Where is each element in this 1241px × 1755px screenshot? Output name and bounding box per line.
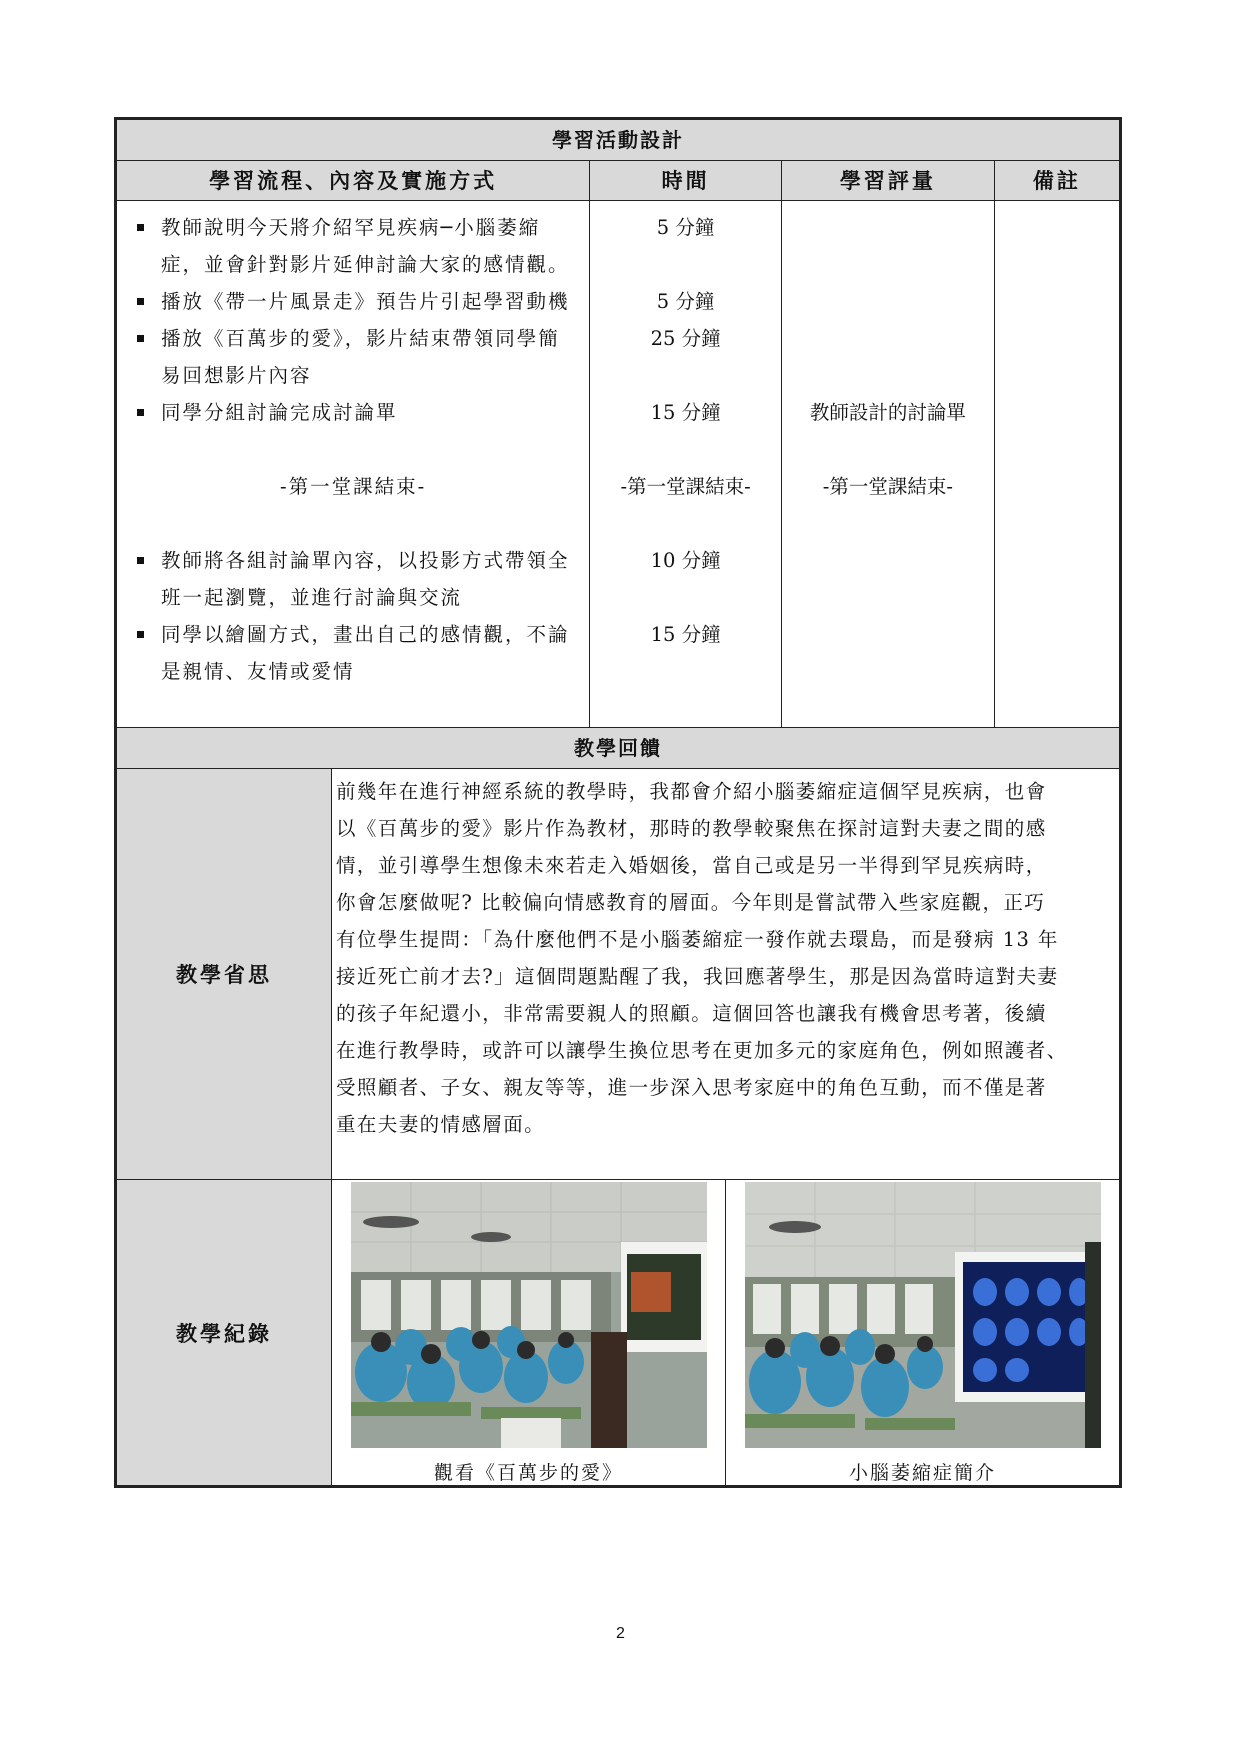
reflection-line: 你會怎麼做呢? 比較偏向情感教育的層面。今年則是嘗試帶入些家庭觀，正巧 [336,891,1046,914]
time-value [590,431,781,468]
classroom-photo-movie [351,1182,707,1448]
activity-title: 學習活動設計 [117,120,1119,161]
flow-line [117,505,589,542]
notes-column [995,201,1119,727]
flow-item: 播放《百萬步的愛》，影片結束帶領同學簡 [117,320,589,357]
reflection-line: 重在夫妻的情感層面。 [336,1113,546,1136]
time-value [590,505,781,542]
assessment-value [782,542,994,579]
assessment-value [782,357,994,394]
reflection-label: 教學省思 [117,769,332,1179]
reflection-line: 受照顧者、子女、親友等等，進一步深入思考家庭中的角色互動，而不僅是著 [336,1076,1047,1099]
records-label: 教學紀錄 [117,1180,332,1485]
flow-line: 是親情、友情或愛情 [161,660,355,683]
flow-line: -第一堂課結束- [279,475,427,498]
feedback-title: 教學回饋 [117,728,1119,769]
flow-item: 播放《帶一片風景走》預告片引起學習動機 [117,283,589,320]
header-time: 時間 [590,161,782,201]
assessment-value: 教師設計的討論單 [809,401,966,424]
assessment-column [782,201,995,727]
time-value: 25 分鐘 [650,327,721,350]
photo-cell-1 [332,1180,726,1485]
reflection-line: 接近死亡前才去?」這個問題點醒了我，我回應著學生，那是因為當時這對夫妻 [336,965,1059,988]
flow-line: 班一起瀏覽，並進行討論與交流 [161,586,463,609]
lesson-plan-table [114,117,1122,1488]
time-value: 10 分鐘 [650,549,721,572]
time-value [590,246,781,283]
time-value: 15 分鐘 [650,401,721,424]
photo-caption-1: 觀看《百萬步的愛》 [433,1462,623,1484]
header-flow: 學習流程、內容及實施方式 [117,161,590,201]
activity-body [117,201,1119,728]
photo-caption-2: 小腦萎縮症簡介 [848,1462,996,1484]
assessment-value [782,616,994,653]
flow-item: 教師說明今天將介紹罕見疾病─小腦萎縮 [117,209,589,246]
photo-grid [332,1180,1119,1485]
flow-line: 易回想影片內容 [161,364,312,387]
time-value: -第一堂課結束- [620,475,751,498]
assessment-value: -第一堂課結束- [822,475,953,498]
time-value: 5 分鐘 [656,216,715,239]
reflection-line: 的孩子年紀還小，非常需要親人的照顧。這個回答也讓我有機會思考著，後續 [336,1002,1047,1025]
reflection-line: 有位學生提問：「為什麼他們不是小腦萎縮症一發作就去環島，而是發病 13 年 [336,928,1059,951]
reflection-line: 情，並引導學生想像未來若走入婚姻後，當自己或是另一半得到罕見疾病時， [336,854,1047,877]
flow-line [117,431,589,468]
page-number: 2 [616,1625,625,1642]
reflection-row [117,769,1119,1180]
reflection-text [332,769,1119,1179]
flow-item: 同學分組討論完成討論單 [117,394,589,431]
assessment-value [782,579,994,616]
flow-item: 教師將各組討論單內容，以投影方式帶領全 [117,542,589,579]
assessment-value [782,320,994,357]
assessment-value [782,246,994,283]
records-row [117,1180,1119,1485]
assessment-value [782,505,994,542]
assessment-value [782,209,994,246]
flow-item: 同學以繪圖方式，畫出自己的感情觀，不論 [117,616,589,653]
assessment-value [782,283,994,320]
assessment-value [782,431,994,468]
reflection-line: 以《百萬步的愛》影片作為教材，那時的教學較聚焦在探討這對夫妻之間的感 [336,817,1047,840]
assessment-value [782,653,994,690]
time-value [590,357,781,394]
time-value [590,579,781,616]
time-column [590,201,782,727]
flow-column [117,201,590,727]
reflection-line: 在進行教學時，或許可以讓學生換位思考在更加多元的家庭角色，例如照護者、 [336,1039,1068,1062]
header-assessment: 學習評量 [782,161,995,201]
time-value: 5 分鐘 [656,290,715,313]
flow-line: 症，並會針對影片延伸討論大家的感情觀。 [161,253,570,276]
time-value: 15 分鐘 [650,623,721,646]
reflection-line: 前幾年在進行神經系統的教學時，我都會介紹小腦萎縮症這個罕見疾病，也會 [336,780,1047,803]
photo-cell-2 [726,1180,1119,1485]
time-value [590,653,781,690]
classroom-photo-lecture [745,1182,1101,1448]
column-headers [117,161,1119,201]
header-notes: 備註 [995,161,1119,201]
